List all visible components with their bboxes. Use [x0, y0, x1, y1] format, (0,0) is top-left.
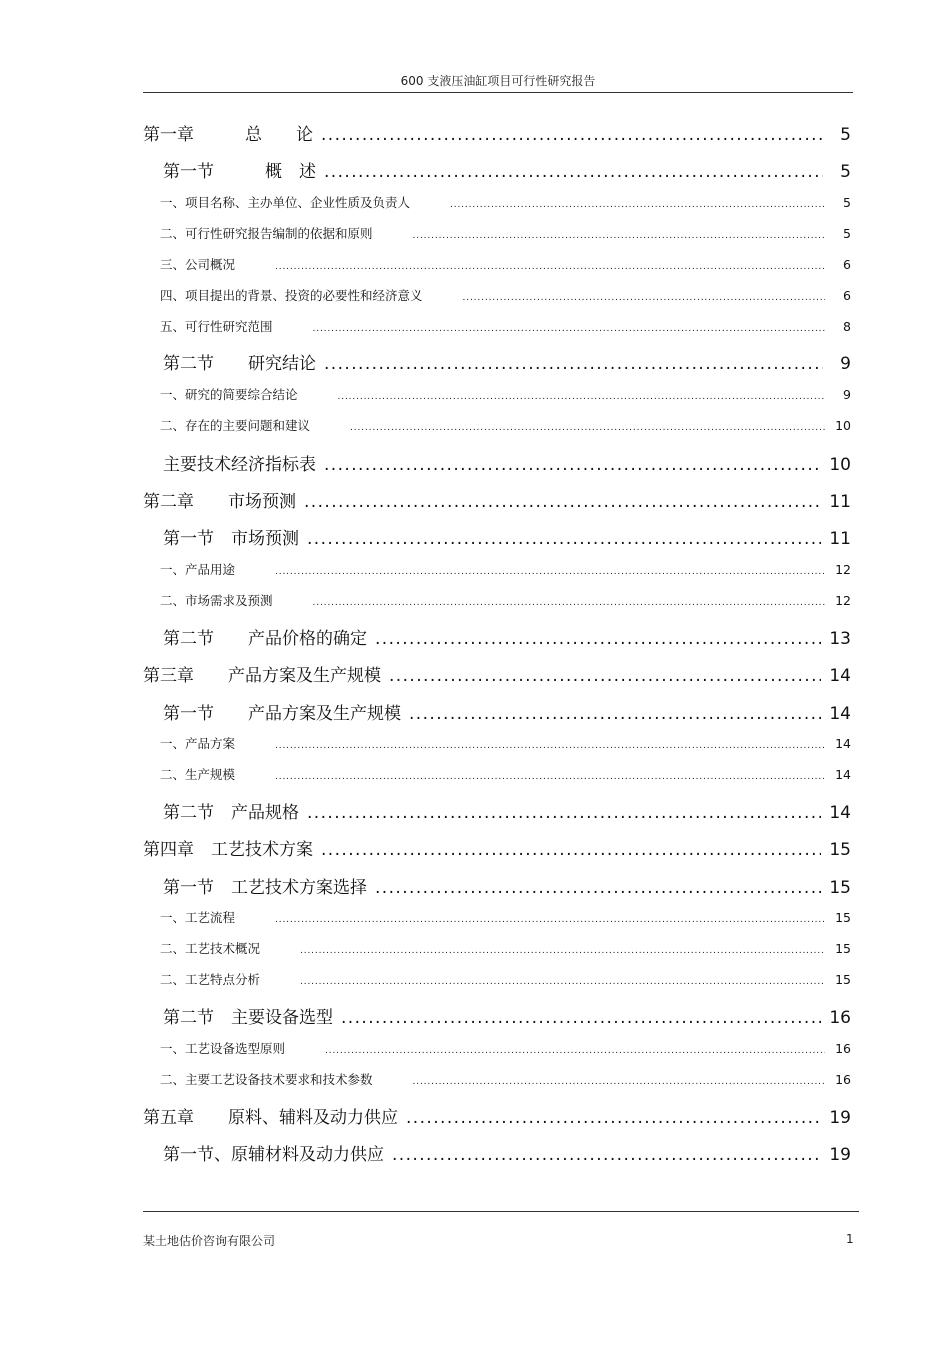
toc-entry-page: 14 — [829, 666, 851, 686]
toc-entry-label: 第一章 总 论 — [143, 125, 313, 145]
toc-entry[interactable] — [163, 157, 851, 181]
toc-dot-leader — [324, 455, 821, 475]
toc-entry-label: 第一节 工艺技术方案选择 — [163, 878, 367, 898]
toc-entry[interactable] — [160, 416, 851, 434]
toc-dot-leader — [324, 354, 823, 374]
toc-entry[interactable] — [160, 193, 851, 211]
toc-dot-leader — [350, 418, 825, 433]
toc-entry-page: 16 — [835, 1072, 851, 1087]
toc-dot-leader — [375, 878, 821, 898]
toc-entry[interactable] — [163, 624, 851, 648]
toc-dot-leader — [275, 767, 825, 782]
toc-entry-page: 15 — [835, 941, 851, 956]
toc-entry-label: 二、工艺技术概况 — [160, 941, 261, 956]
toc-dot-leader — [341, 1008, 821, 1028]
toc-entry[interactable] — [160, 560, 851, 578]
toc-entry-label: 第一节 概 述 — [163, 162, 316, 182]
toc-entry[interactable] — [143, 120, 851, 144]
toc-entry[interactable] — [160, 224, 851, 242]
toc-entry-page: 12 — [835, 562, 851, 577]
toc-entry[interactable] — [143, 1103, 851, 1127]
toc-entry[interactable] — [160, 765, 851, 783]
toc-entry-page: 19 — [829, 1145, 851, 1165]
toc-entry-label: 一、研究的简要综合结论 — [160, 387, 298, 402]
toc-dot-leader — [321, 125, 823, 145]
toc-dot-leader — [413, 1072, 825, 1087]
toc-entry-label: 五、可行性研究范围 — [160, 319, 273, 334]
toc-entry-page: 10 — [829, 455, 851, 475]
toc-entry-page: 13 — [829, 629, 851, 649]
toc-dot-leader — [307, 529, 821, 549]
toc-entry[interactable] — [160, 317, 851, 335]
toc-entry[interactable] — [160, 908, 851, 926]
toc-entry-label: 二、存在的主要问题和建议 — [160, 418, 311, 433]
toc-entry-page: 11 — [829, 492, 851, 512]
toc-dot-leader — [409, 704, 821, 724]
toc-entry-page: 14 — [829, 803, 851, 823]
toc-entry-page: 15 — [829, 840, 851, 860]
toc-entry[interactable] — [163, 798, 851, 822]
toc-entry-page: 6 — [843, 288, 851, 303]
toc-entry-page: 5 — [843, 226, 851, 241]
toc-entry-page: 9 — [840, 354, 851, 374]
toc-entry[interactable] — [143, 487, 851, 511]
toc-entry-label: 一、工艺设备选型原则 — [160, 1041, 286, 1056]
toc-dot-leader — [304, 492, 821, 512]
toc-entry[interactable] — [163, 873, 851, 897]
toc-entry[interactable] — [163, 1003, 851, 1027]
toc-entry-page: 15 — [835, 910, 851, 925]
toc-entry[interactable] — [160, 939, 851, 957]
toc-entry-label: 一、产品方案 — [160, 736, 236, 751]
toc-entry-page: 5 — [843, 195, 851, 210]
toc-entry-label: 第二节 产品价格的确定 — [163, 629, 367, 649]
toc-entry[interactable] — [160, 255, 851, 273]
toc-entry[interactable] — [163, 524, 851, 548]
toc-dot-leader — [324, 162, 823, 182]
toc-dot-leader — [275, 736, 825, 751]
toc-entry-label: 二、生产规模 — [160, 767, 236, 782]
toc-entry-page: 6 — [843, 257, 851, 272]
toc-entry-label: 第二章 市场预测 — [143, 492, 296, 512]
toc-entry-label: 第三章 产品方案及生产规模 — [143, 666, 381, 686]
toc-entry-page: 15 — [829, 878, 851, 898]
toc-entry[interactable] — [163, 450, 851, 474]
toc-entry[interactable] — [160, 1070, 851, 1088]
toc-entry-label: 二、主要工艺设备技术要求和技术参数 — [160, 1072, 373, 1087]
toc-entry-page: 12 — [835, 593, 851, 608]
toc-entry-page: 14 — [829, 704, 851, 724]
toc-entry-label: 第五章 原料、辅料及动力供应 — [143, 1108, 398, 1128]
toc-dot-leader — [300, 941, 825, 956]
toc-entry[interactable] — [160, 385, 851, 403]
toc-entry[interactable] — [143, 661, 851, 685]
toc-dot-leader — [321, 840, 821, 860]
toc-dot-leader — [413, 226, 825, 241]
toc-entry-label: 第二节 研究结论 — [163, 354, 316, 374]
footer-company: 某土地估价咨询有限公司 — [143, 1234, 276, 1248]
toc-dot-leader — [389, 666, 821, 686]
toc-dot-leader — [300, 972, 825, 987]
toc-dot-leader — [325, 1041, 825, 1056]
toc-entry-page: 15 — [835, 972, 851, 987]
toc-entry-label: 第四章 工艺技术方案 — [143, 840, 313, 860]
toc-entry-label: 第二节 主要设备选型 — [163, 1008, 333, 1028]
toc-dot-leader — [313, 319, 825, 334]
toc-entry[interactable] — [160, 970, 851, 988]
toc-dot-leader — [450, 195, 825, 210]
toc-entry-page: 5 — [840, 125, 851, 145]
toc-entry-page: 14 — [835, 736, 851, 751]
toc-entry[interactable] — [160, 1039, 851, 1057]
toc-dot-leader — [313, 593, 825, 608]
toc-entry-page: 8 — [843, 319, 851, 334]
toc-dot-leader — [392, 1145, 821, 1165]
toc-entry-page: 16 — [835, 1041, 851, 1056]
toc-entry-label: 一、产品用途 — [160, 562, 236, 577]
toc-entry-label: 二、可行性研究报告编制的依据和原则 — [160, 226, 373, 241]
toc-dot-leader — [406, 1108, 821, 1128]
toc-entry[interactable] — [143, 835, 851, 859]
toc-dot-leader — [375, 629, 821, 649]
toc-entry-label: 第一节 市场预测 — [163, 529, 299, 549]
toc-dot-leader — [275, 257, 825, 272]
toc-entry-page: 11 — [829, 529, 851, 549]
toc-entry-label: 第一节 产品方案及生产规模 — [163, 704, 401, 724]
toc-entry-label: 二、市场需求及预测 — [160, 593, 273, 608]
toc-dot-leader — [338, 387, 825, 402]
toc-entry-label: 三、公司概况 — [160, 257, 236, 272]
footer-divider — [143, 1211, 859, 1212]
toc-entry-page: 5 — [840, 162, 851, 182]
toc-entry-page: 14 — [835, 767, 851, 782]
toc-entry-label: 四、项目提出的背景、投资的必要性和经济意义 — [160, 288, 423, 303]
toc-entry-page: 9 — [843, 387, 851, 402]
toc-entry-label: 一、工艺流程 — [160, 910, 236, 925]
toc-entry-page: 19 — [829, 1108, 851, 1128]
toc-entry-label: 二、工艺特点分析 — [160, 972, 261, 987]
toc-entry[interactable] — [163, 699, 851, 723]
toc-dot-leader — [463, 288, 825, 303]
toc-entry-page: 10 — [835, 418, 851, 433]
footer-page-number: 1 — [846, 1232, 854, 1246]
toc-entry[interactable] — [160, 734, 851, 752]
toc-entry[interactable] — [160, 591, 851, 609]
toc-dot-leader — [307, 803, 821, 823]
toc-entry[interactable] — [163, 349, 851, 373]
toc-entry-label: 第一节、原辅材料及动力供应 — [163, 1145, 384, 1165]
toc-entry[interactable] — [163, 1140, 851, 1164]
toc-entry-label: 一、项目名称、主办单位、企业性质及负责人 — [160, 195, 411, 210]
header-divider — [143, 92, 853, 93]
toc-entry-label: 主要技术经济指标表 — [163, 455, 316, 475]
toc-dot-leader — [275, 562, 825, 577]
toc-entry[interactable] — [160, 286, 851, 304]
page-header-title: 600 支液压油缸项目可行性研究报告 — [400, 74, 596, 88]
toc-entry-page: 16 — [829, 1008, 851, 1028]
toc-dot-leader — [275, 910, 825, 925]
toc-entry-label: 第二节 产品规格 — [163, 803, 299, 823]
